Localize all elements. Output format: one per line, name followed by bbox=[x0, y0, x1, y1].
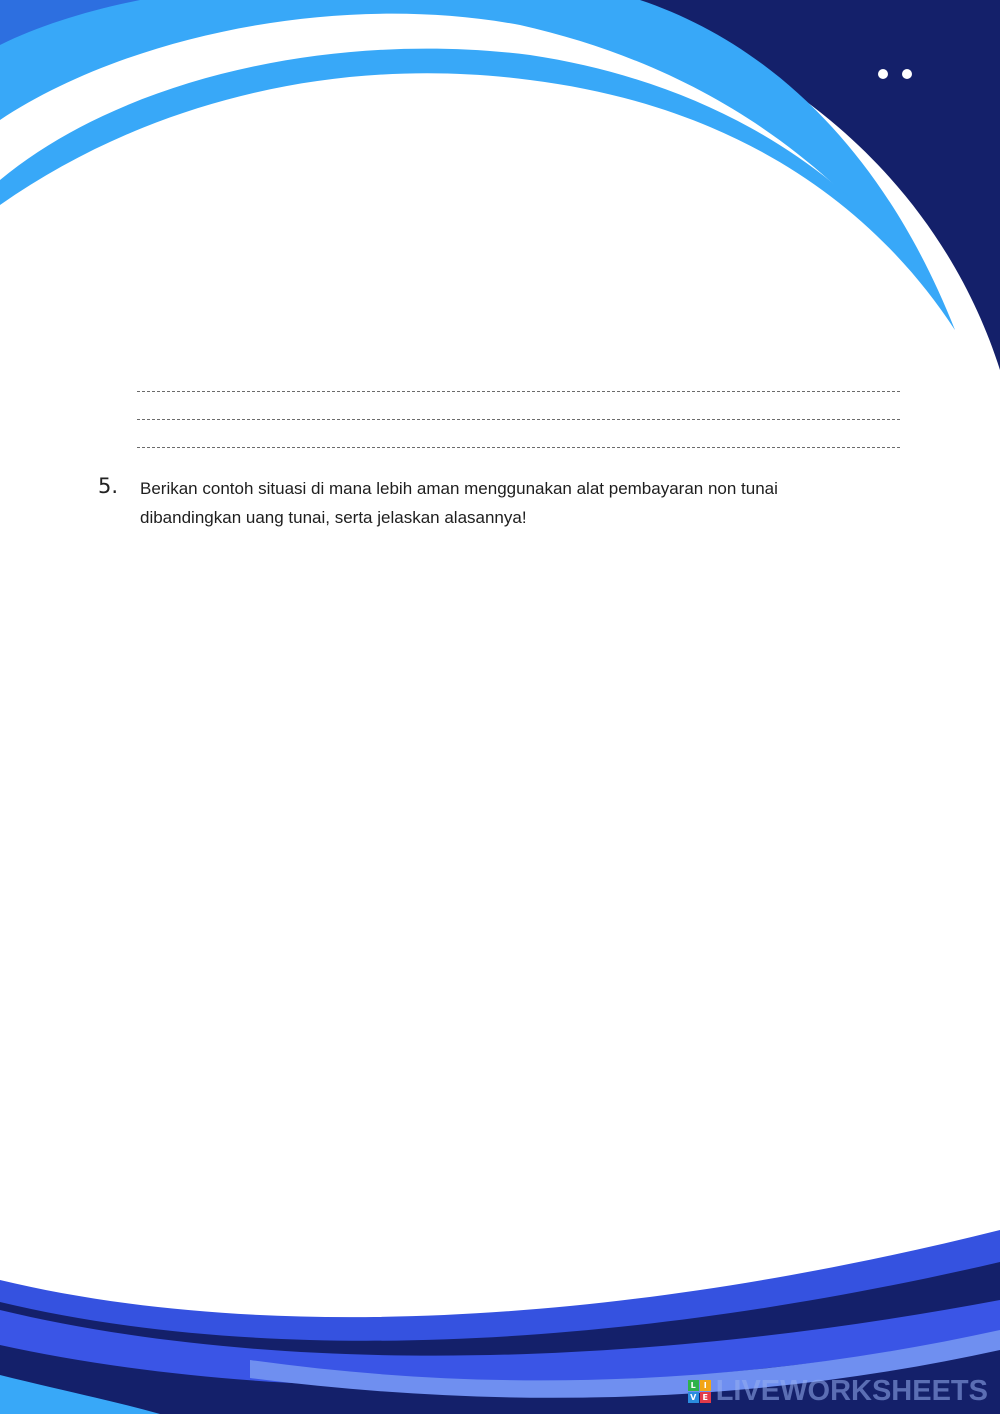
answer-line[interactable] bbox=[137, 447, 900, 448]
logo-letter: E bbox=[700, 1392, 711, 1403]
question-text bbox=[140, 474, 860, 532]
answer-line[interactable] bbox=[137, 419, 900, 420]
question-text-line: Berikan contoh situasi di mana lebih aman menggunakan alat pembayaran non tunai bbox=[140, 479, 778, 498]
liveworksheets-logo-icon bbox=[688, 1380, 711, 1403]
liveworksheets-text: LIVEWORKSHEETS bbox=[715, 1375, 988, 1407]
question-number: 5. bbox=[98, 474, 119, 498]
dot-icon bbox=[878, 69, 888, 79]
logo-letter: V bbox=[688, 1392, 699, 1403]
question-text-line: dibandingkan uang tunai, serta jelaskan alasannya! bbox=[140, 508, 527, 527]
liveworksheets-watermark bbox=[688, 1375, 988, 1408]
logo-letter: I bbox=[700, 1380, 711, 1391]
answer-line[interactable] bbox=[137, 391, 900, 392]
dot-icon bbox=[902, 69, 912, 79]
top-wave-decoration bbox=[0, 0, 1000, 370]
logo-letter: L bbox=[688, 1380, 699, 1391]
